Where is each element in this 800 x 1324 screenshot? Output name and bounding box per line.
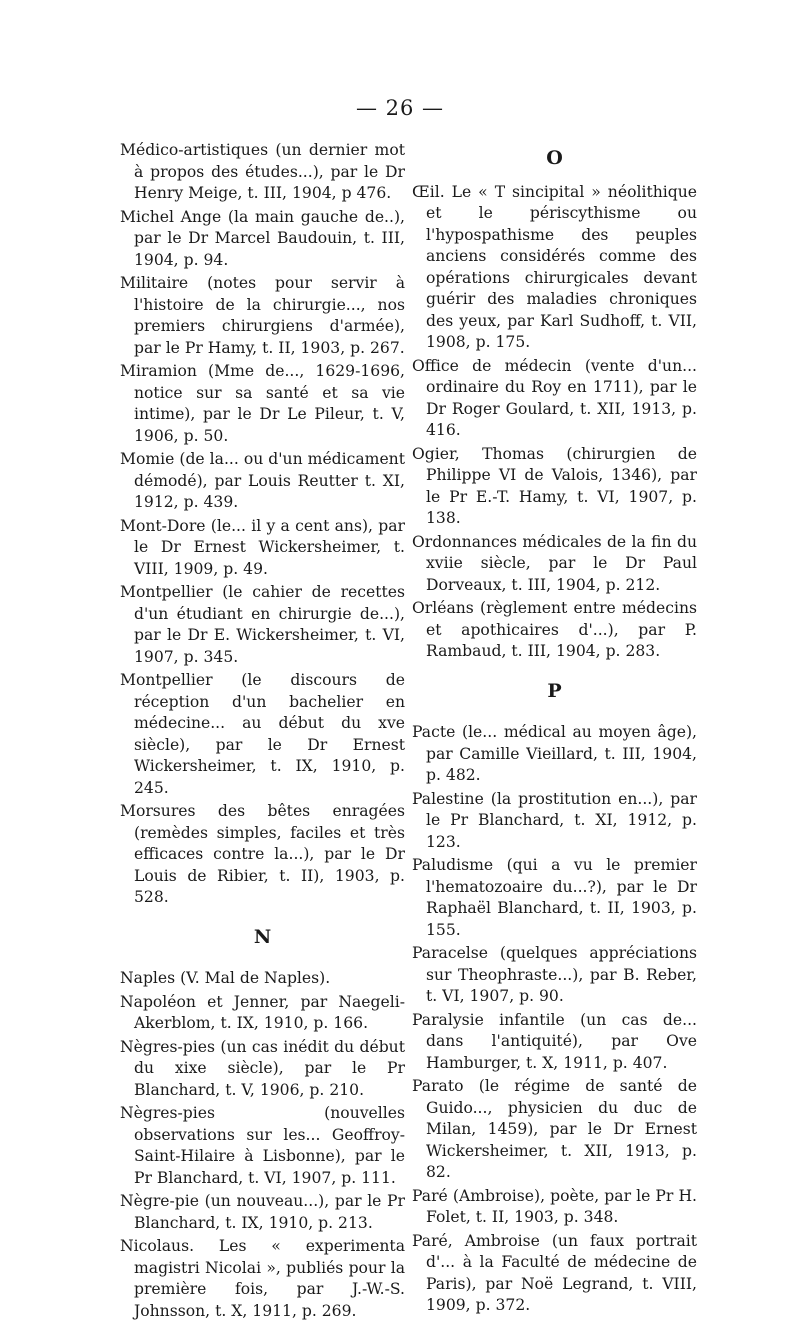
index-entry: Ogier, Thomas (chirurgien de Philippe VI de Valois, 1346), par le Pr E.-T. Hamy, t. VI, 1907, p. 138. — [412, 444, 697, 527]
right-column — [412, 140, 697, 1319]
index-entry: Paré (Ambroise), poète, par le Pr H. Folet, t. II, 1903, p. 348. — [412, 1186, 697, 1226]
index-entry: Nicolaus. Les « experimenta magistri Nicolai », publiés pour la première fois, par J.-W.-S. Johnsson, t. X, 1911, p. 269. — [120, 1237, 405, 1320]
index-entry: Paludisme (qui a vu le premier l'hematozoaire du...?), par le Dr Raphaël Blanchard, t. II, 1903, p. 155. — [412, 856, 697, 939]
index-entry: Pacte (le... médical au moyen âge), par Camille Vieillard, t. III, 1904, p. 482. — [412, 723, 697, 784]
page-number: — 26 — — [355, 96, 445, 120]
index-entry: Nègre-pie (un nouveau...), par le Pr Blanchard, t. IX, 1910, p. 213. — [120, 1192, 405, 1232]
index-entry: Mont-Dore (le... il y a cent ans), par le Dr Ernest Wickersheimer, t. VIII, 1909, p. 49. — [120, 516, 405, 578]
index-entry: Orléans (règlement entre médecins et apothicaires d'...), par P. Rambaud, t. III, 1904, p. 283. — [412, 599, 697, 660]
index-entry: Montpellier (le cahier de recettes d'un étudiant en chirurgie de...), par le Dr E. Wickersheimer, t. VI, 1907, p. 345. — [120, 583, 405, 666]
index-entry: Office de médecin (vente d'un... ordinaire du Roy en 1711), par le Dr Roger Goulard, t. XII, 1913, p. 416. — [412, 356, 697, 439]
section-letter-o: O — [546, 147, 563, 169]
index-entry: Nègres-pies (nouvelles observations sur les... Geoffroy-Saint-Hilaire à Lisbonne), par le Pr Blanchard, t. VI, 1907, p. 111. — [120, 1104, 405, 1187]
index-entry: Nègres-pies (un cas inédit du début du xixe siècle), par le Pr Blanchard, t. V, 1906, p. 210. — [120, 1037, 405, 1099]
index-entry: Ordonnances médicales de la fin du xviie siècle, par le Dr Paul Dorveaux, t. III, 1904, p. 212. — [412, 532, 697, 594]
index-entry: Miramion (Mme de..., 1629-1696, notice sur sa santé et sa vie intime), par le Dr Le Pileur, t. V, 1906, p. 50. — [120, 362, 405, 445]
index-entry: Morsures des bêtes enragées (remèdes simples, faciles et très efficaces contre la...), par le Dr Louis de Ribier, t. II), 1903, p. 528. — [120, 802, 405, 906]
index-entry: Palestine (la prostitution en...), par le Pr Blanchard, t. XI, 1912, p. 123. — [412, 789, 697, 851]
index-entry: Œil. Le « T sincipital » néolithique et le périscythisme ou l'hypospathisme des peuples anciens considérés comme des opérations chirurgicales devant guérir des maladies chroniques des yeux, par Karl Sudhoff, t. VII, 1908, p. 175. — [412, 182, 697, 351]
index-entry: Montpellier (le discours de réception d'un bachelier en médecine... au début du xve siècle), par le Dr Ernest Wickersheimer, t. IX, 1910, p. 245. — [120, 671, 405, 797]
index-entry: Michel Ange (la main gauche de..), par le Dr Marcel Baudouin, t. III, 1904, p. 94. — [120, 207, 405, 269]
section-letter-n: N — [253, 925, 272, 948]
section-letter-p: P — [547, 679, 562, 702]
index-entry: Momie (de la... ou d'un médicament démodé), par Louis Reutter t. XI, 1912, p. 439. — [120, 450, 405, 511]
index-entry: Paralysie infantile (un cas de... dans l'antiquité), par Ove Hamburger, t. X, 1911, p. 407. — [412, 1010, 697, 1072]
index-entry: Militaire (notes pour servir à l'histoire de la chirurgie..., nos premiers chirurgiens d'armée), par le Pr Hamy, t. II, 1903, p. 267. — [120, 274, 405, 357]
left-column — [120, 140, 405, 1324]
index-entry: Napoléon et Jenner, par Naegeli-Akerblom, t. IX, 1910, p. 166. — [120, 992, 405, 1032]
index-entry: Naples (V. Mal de Naples). — [120, 969, 331, 987]
index-entry: Paracelse (quelques appréciations sur Theophraste...), par B. Reber, t. VI, 1907, p. 90. — [412, 944, 697, 1005]
index-entry: Médico-artistiques (un dernier mot à propos des études...), par le Dr Henry Meige, t. III, 1904, p 476. — [120, 141, 405, 202]
index-entry: Paré, Ambroise (un faux portrait d'... à la Faculté de médecine de Paris), par Noë Legrand, t. VIII, 1909, p. 372. — [412, 1231, 697, 1314]
index-entry: Parato (le régime de santé de Guido..., physicien du duc de Milan, 1459), par le Dr Ernest Wickersheimer, t. XII, 1913, p. 82. — [412, 1077, 697, 1181]
